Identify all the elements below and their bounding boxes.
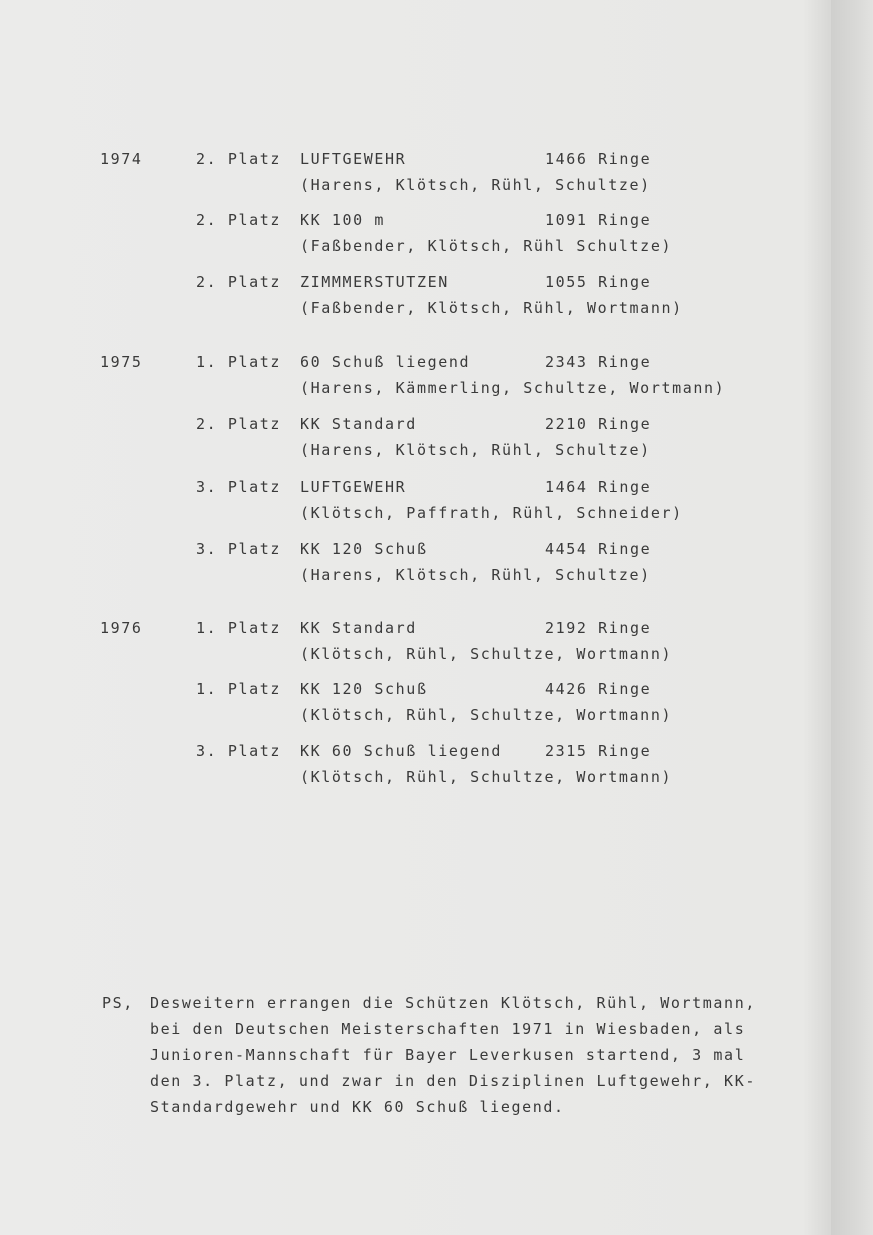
postscript-label: PS, — [102, 994, 134, 1012]
score-label: 1055 Ringe — [545, 273, 652, 291]
score-label: 1464 Ringe — [545, 478, 652, 496]
postscript-line: Desweitern errangen die Schützen Klötsch, Rühl, Wortmann, — [150, 994, 756, 1012]
place-label: 3. Platz — [196, 540, 282, 558]
discipline-label: KK 120 Schuß — [300, 540, 428, 558]
discipline-label: ZIMMMERSTUTZEN — [300, 273, 449, 291]
discipline-label: 60 Schuß liegend — [300, 353, 471, 371]
postscript-text — [150, 990, 770, 1120]
place-label: 2. Platz — [196, 150, 282, 168]
place-label: 2. Platz — [196, 211, 282, 229]
discipline-label: LUFTGEWEHR — [300, 150, 407, 168]
team-label: (Klötsch, Rühl, Schultze, Wortmann) — [300, 706, 673, 724]
score-label: 1091 Ringe — [545, 211, 652, 229]
score-label: 2192 Ringe — [545, 619, 652, 637]
postscript-line: Standardgewehr und KK 60 Schuß liegend. — [150, 1098, 565, 1116]
place-label: 1. Platz — [196, 619, 282, 637]
postscript-line: bei den Deutschen Meisterschaften 1971 in Wiesbaden, als — [150, 1020, 746, 1038]
score-label: 4426 Ringe — [545, 680, 652, 698]
year-label: 1976 — [100, 619, 143, 637]
postscript-line: den 3. Platz, und zwar in den Disziplinen Luftgewehr, KK- — [150, 1072, 756, 1090]
place-label: 2. Platz — [196, 273, 282, 291]
score-label: 1466 Ringe — [545, 150, 652, 168]
team-label: (Faßbender, Klötsch, Rühl Schultze) — [300, 237, 673, 255]
place-label: 3. Platz — [196, 478, 282, 496]
team-label: (Harens, Klötsch, Rühl, Schultze) — [300, 441, 651, 459]
score-label: 4454 Ringe — [545, 540, 652, 558]
score-label: 2343 Ringe — [545, 353, 652, 371]
team-label: (Klötsch, Rühl, Schultze, Wortmann) — [300, 645, 673, 663]
score-label: 2315 Ringe — [545, 742, 652, 760]
team-label: (Klötsch, Rühl, Schultze, Wortmann) — [300, 768, 673, 786]
year-label: 1975 — [100, 353, 143, 371]
team-label: (Harens, Klötsch, Rühl, Schultze) — [300, 176, 651, 194]
place-label: 3. Platz — [196, 742, 282, 760]
page-edge-shadow — [831, 0, 873, 1235]
discipline-label: KK Standard — [300, 415, 417, 433]
team-label: (Klötsch, Paffrath, Rühl, Schneider) — [300, 504, 683, 522]
place-label: 1. Platz — [196, 353, 282, 371]
team-label: (Harens, Kämmerling, Schultze, Wortmann) — [300, 379, 726, 397]
score-label: 2210 Ringe — [545, 415, 652, 433]
year-label: 1974 — [100, 150, 143, 168]
place-label: 2. Platz — [196, 415, 282, 433]
discipline-label: KK 100 m — [300, 211, 386, 229]
team-label: (Faßbender, Klötsch, Rühl, Wortmann) — [300, 299, 683, 317]
team-label: (Harens, Klötsch, Rühl, Schultze) — [300, 566, 651, 584]
discipline-label: LUFTGEWEHR — [300, 478, 407, 496]
place-label: 1. Platz — [196, 680, 282, 698]
discipline-label: KK 120 Schuß — [300, 680, 428, 698]
discipline-label: KK 60 Schuß liegend — [300, 742, 502, 760]
discipline-label: KK Standard — [300, 619, 417, 637]
postscript-line: Junioren-Mannschaft für Bayer Leverkusen startend, 3 mal — [150, 1046, 746, 1064]
